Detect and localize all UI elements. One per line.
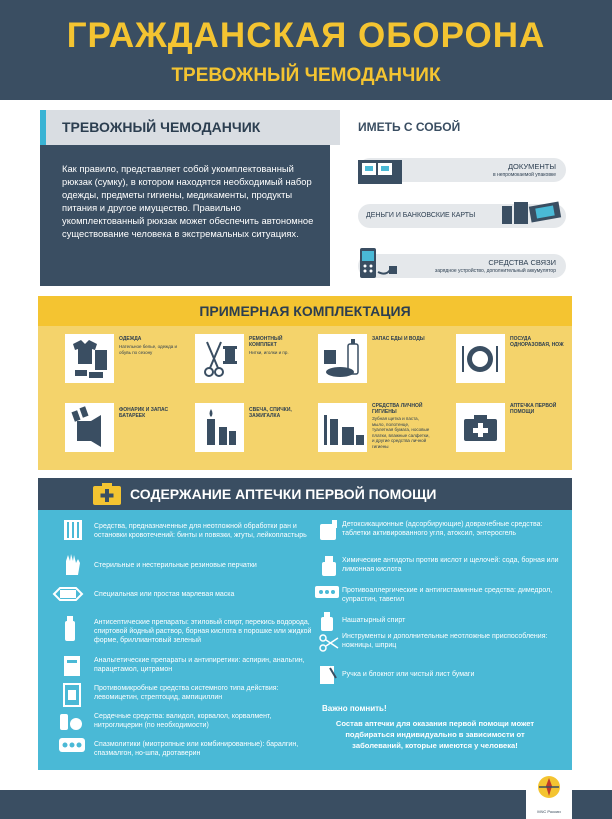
clothes-icon bbox=[65, 334, 114, 383]
sewing-kit-icon bbox=[195, 334, 244, 383]
aid-item-text: Инструменты и дополнительные неотложные приспособления: ножницы, шприц bbox=[342, 633, 548, 649]
kit-item-sub: Зубная щетка и паста, мыло, полотенце, туалетная бумага, носовые платки, влажные салфетки, и другие средства личной гигиены bbox=[372, 416, 430, 449]
phone-icon bbox=[356, 246, 404, 282]
aid-item-text: Нашатырный спирт bbox=[342, 617, 406, 624]
kit-item-title: СРЕДСТВА ЛИЧНОЙ ГИГИЕНЫ bbox=[372, 403, 423, 415]
intro-heading-bar bbox=[40, 110, 340, 145]
mask-icon bbox=[52, 584, 84, 604]
footer-bar bbox=[0, 790, 612, 819]
aid-item-text: Спазмолитики (миотропные или комбинированные): баралгин, спазмалгон, но-шпа, дротаверин bbox=[94, 741, 299, 757]
kit-item-title: ФОНАРИК И ЗАПАС БАТАРЕЕК bbox=[119, 407, 169, 419]
gloves-icon bbox=[62, 551, 84, 577]
emchs-logo-icon bbox=[526, 770, 572, 810]
page-title: ГРАЖДАНСКАЯ ОБОРОНА bbox=[66, 16, 546, 55]
notebook-icon bbox=[318, 664, 338, 686]
antidote-icon bbox=[318, 554, 340, 578]
kit-item-title: ПОСУДА ОДНОРАЗОВАЯ, НОЖ bbox=[510, 336, 564, 348]
intro-accent bbox=[40, 110, 46, 145]
remember-title: Важно помнить! bbox=[322, 704, 387, 713]
heart-medicine-icon bbox=[58, 710, 84, 734]
aid-item-text: Ручка и блокнот или чистый лист бумаги bbox=[342, 671, 475, 678]
charcoal-icon bbox=[318, 518, 340, 542]
intro-title: ТРЕВОЖНЫЙ ЧЕМОДАНЧИК bbox=[62, 119, 261, 135]
emblem-text: МЧС России bbox=[537, 809, 561, 814]
kit-item-sub: Нитки, иголки и пр. bbox=[249, 350, 289, 355]
aid-item-text: Противомикробные средства системного типа действия: левомицетин, стрептоцид, ампициллин bbox=[94, 685, 279, 701]
bandage-icon bbox=[62, 518, 84, 542]
keep-item-sub: в непромокаемой упаковке bbox=[492, 172, 556, 178]
first-aid-icon bbox=[456, 403, 505, 452]
scissors-icon bbox=[318, 632, 340, 654]
kit-item-title: ЗАПАС ЕДЫ И ВОДЫ bbox=[372, 336, 425, 342]
food-water-icon bbox=[318, 334, 367, 383]
ammonia-icon bbox=[318, 610, 338, 632]
keep-item-label: СРЕДСТВА СВЯЗИ bbox=[488, 258, 556, 267]
emchs-emblem bbox=[526, 770, 572, 819]
aid-item-text: Средства, предназначенные для неотложной обработки ран и остановки кровотечений: бинты и повязки, жгуты, лейкопластырь bbox=[94, 523, 307, 539]
candle-icon bbox=[195, 403, 244, 452]
aid-item-text: Химические антидоты против кислот и щелочей: сода, борная или лимонная кислота bbox=[342, 557, 559, 573]
kit-item-title: ОДЕЖДА bbox=[119, 336, 142, 342]
intro-box bbox=[40, 110, 330, 286]
aid-item-text: Детоксикационные (адсорбирующие) доврачебные средства: таблетки активированного угля, атоксил, энтеросгель bbox=[342, 521, 543, 537]
keep-item-label: ДОКУМЕНТЫ bbox=[507, 162, 556, 171]
kit-heading-bar bbox=[38, 296, 572, 326]
antibiotic-icon bbox=[62, 682, 84, 708]
antihistamine-icon bbox=[314, 584, 340, 600]
keep-item-label: ДЕНЬГИ И БАНКОВСКИЕ КАРТЫ bbox=[366, 212, 476, 219]
page-subtitle: ТРЕВОЖНЫЙ ЧЕМОДАНЧИК bbox=[171, 65, 441, 86]
kit-section bbox=[38, 296, 572, 470]
aid-item-text: Антисептические препараты: этиловый спирт, перекись водорода, спиртовой йодный раствор, борная кислота в порошке или жидкой форме, бриллиантовый зеленый bbox=[94, 619, 312, 644]
first-aid-heading-bar bbox=[38, 478, 572, 510]
kit-item-title: РЕМОНТНЫЙ КОМПЛЕКТ bbox=[249, 336, 283, 348]
keep-title: ИМЕТЬ С СОБОЙ bbox=[358, 120, 461, 134]
kit-title: ПРИМЕРНАЯ КОМПЛЕКТАЦИЯ bbox=[199, 303, 411, 319]
aid-item-text: Сердечные средства: валидол, корвалол, корвалмент, нитроглицерин (по необходимости) bbox=[94, 713, 272, 729]
documents-icon bbox=[356, 154, 404, 186]
painkiller-icon bbox=[62, 652, 84, 678]
kit-item-title: АПТЕЧКА ПЕРВОЙ ПОМОЩИ bbox=[510, 403, 557, 415]
aid-item-text: Противоаллергические и антигистаминные средства: димедрол, супрастин, тавегил bbox=[342, 587, 553, 603]
pills-icon bbox=[58, 736, 86, 754]
remember-text: Состав аптечки для оказания первой помощи может подбираться индивидуально в зависимости от заболеваний, которые имеются у человека! bbox=[335, 719, 535, 750]
kit-item-title: СВЕЧА, СПИЧКИ, ЗАЖИГАЛКА bbox=[249, 407, 292, 419]
aid-item-text: Анальгетические препараты и антипиретики: аспирин, анальгин, парацетамол, цитрамон bbox=[94, 657, 305, 673]
intro-text: Как правило, представляет собой укомплектованный рюкзак (сумку), в котором находятся необходимый набор одежды, предметы гигиены, медикаменты, продукты питания и другое имущество. Правильно укомплектованный рюкзак может обеспечить автономное существование человека в экстремальных ситуациях. bbox=[62, 163, 314, 239]
flashlight-icon bbox=[65, 403, 114, 452]
hygiene-icon bbox=[318, 403, 367, 452]
keep-item-sub: зарядное устройство, дополнительный аккумулятор bbox=[434, 268, 556, 274]
aid-item-text: Стерильные и нестерильные резиновые перчатки bbox=[94, 562, 257, 569]
dishes-icon bbox=[456, 334, 505, 383]
first-aid-title: СОДЕРЖАНИЕ АПТЕЧКИ ПЕРВОЙ ПОМОЩИ bbox=[130, 486, 437, 502]
medkit-icon bbox=[93, 483, 121, 505]
antiseptic-icon bbox=[62, 614, 84, 644]
money-icon bbox=[500, 196, 568, 228]
aid-item-text: Специальная или простая марлевая маска bbox=[94, 591, 235, 598]
kit-item-sub: Нательное белье, одежда и обувь по сезону bbox=[119, 344, 177, 355]
page-header bbox=[0, 0, 612, 100]
